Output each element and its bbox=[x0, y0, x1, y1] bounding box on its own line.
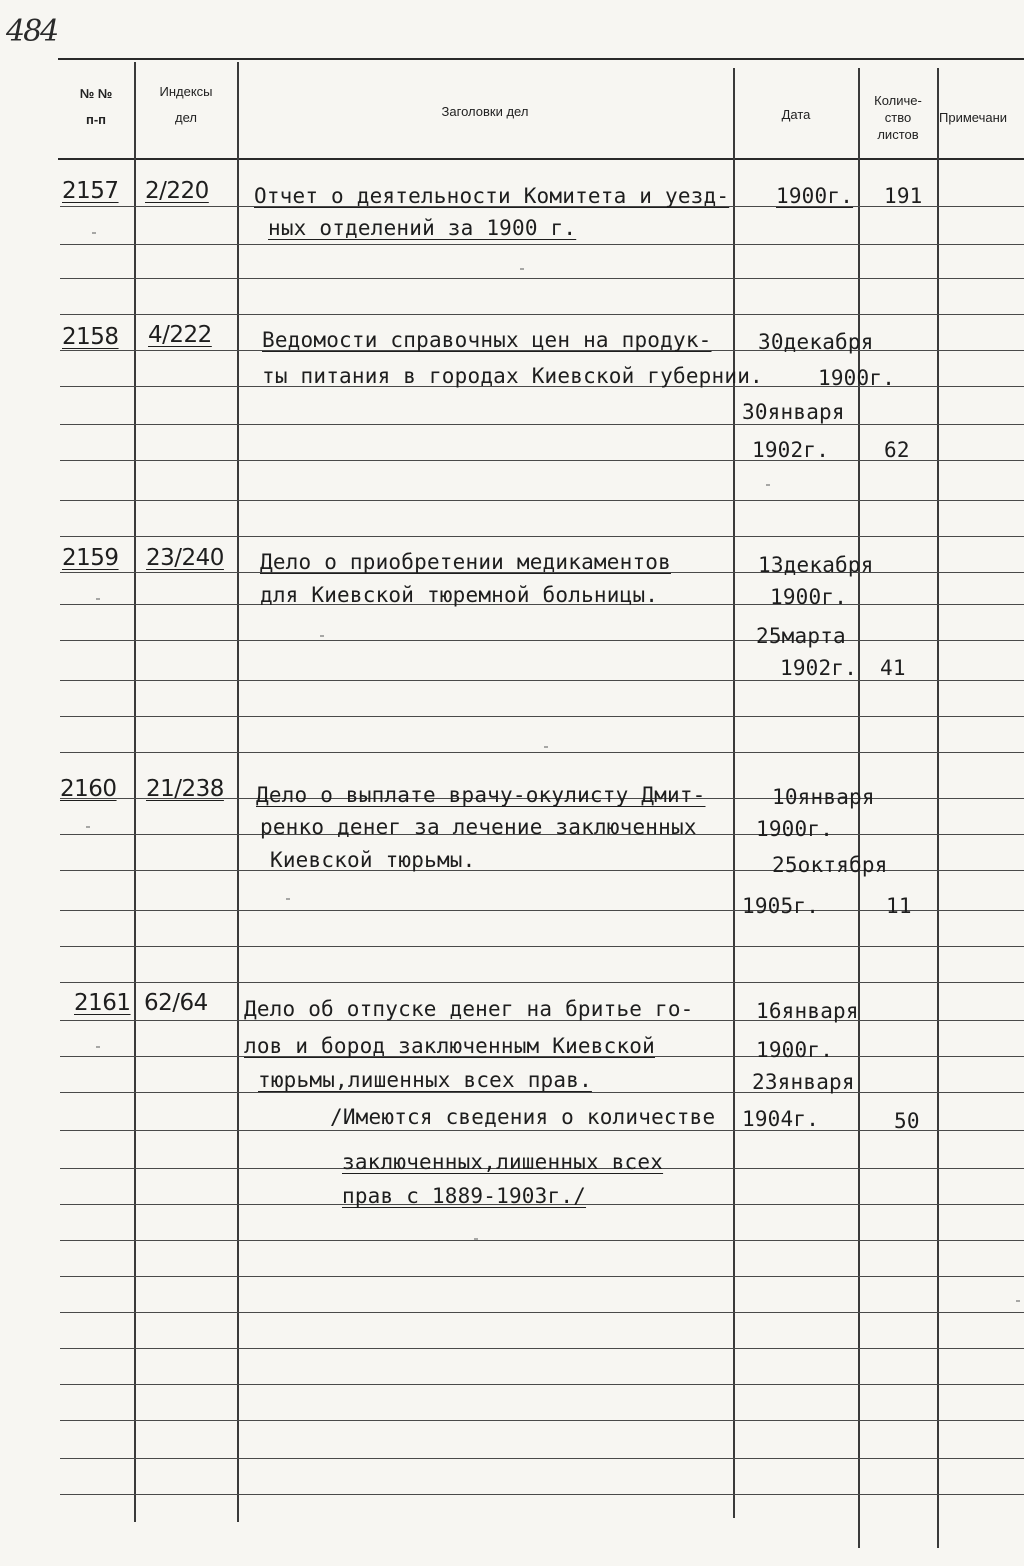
record-date-line: 16января bbox=[756, 999, 859, 1023]
scan-speck bbox=[86, 826, 90, 828]
record-title-line: ренко денег за лечение заключенных bbox=[260, 815, 697, 839]
ruled-line bbox=[60, 946, 1024, 947]
col-divider-title bbox=[733, 68, 735, 1518]
record-title-line: Дело о выплате врачу-окулисту Дмит- bbox=[256, 783, 706, 807]
ruled-line bbox=[60, 244, 1024, 245]
record-number: 2157 bbox=[62, 178, 119, 204]
record-note-line: заключенных,лишенных всех bbox=[342, 1150, 664, 1174]
record-date-line: 23января bbox=[752, 1070, 855, 1094]
page-number: 484 bbox=[6, 14, 58, 49]
record-title-line: Ведомости справочных цен на продук- bbox=[262, 328, 712, 352]
ruled-line bbox=[60, 1276, 1024, 1277]
ruled-line bbox=[60, 680, 1024, 681]
record-date-line: 1900г. bbox=[756, 1038, 834, 1062]
header-notes: Примечани bbox=[939, 110, 1008, 125]
record-sheet-count: 191 bbox=[884, 184, 923, 208]
scan-speck bbox=[766, 484, 770, 486]
record-date-line: 1900г. bbox=[818, 366, 896, 390]
record-title-line: лов и бород заключенным Киевской bbox=[244, 1034, 655, 1058]
record-date-line: 10января bbox=[772, 785, 875, 809]
scan-speck bbox=[1016, 1300, 1020, 1302]
record-date-line: 1900г. bbox=[756, 817, 834, 841]
scan-speck bbox=[96, 1046, 100, 1048]
ruled-line bbox=[60, 1348, 1024, 1349]
ruled-line bbox=[60, 536, 1024, 537]
scan-speck bbox=[544, 746, 548, 748]
header-index bbox=[138, 84, 234, 126]
ruled-line bbox=[60, 424, 1024, 425]
record-date-line: 13декабря bbox=[758, 553, 874, 577]
ruled-line bbox=[60, 1384, 1024, 1385]
record-number: 2158 bbox=[62, 324, 119, 350]
scan-speck bbox=[474, 1238, 478, 1240]
record-number: 2159 bbox=[62, 545, 119, 571]
record-title-line: для Киевской тюремной больницы. bbox=[260, 583, 659, 607]
header-index-sub: дел bbox=[175, 110, 197, 125]
col-divider-index bbox=[237, 62, 239, 1522]
ruled-line bbox=[60, 716, 1024, 717]
ruled-line bbox=[60, 1240, 1024, 1241]
header-date: Дата bbox=[781, 107, 811, 122]
record-title-line: Дело об отпуске денег на бритье го- bbox=[244, 997, 694, 1021]
ruled-line bbox=[60, 1420, 1024, 1421]
record-index: 21/238 bbox=[146, 776, 224, 802]
record-title-line: Киевской тюрьмы. bbox=[270, 848, 476, 872]
ruled-line bbox=[60, 500, 1024, 501]
record-note-line: /Имеются сведения о количестве bbox=[330, 1105, 716, 1129]
record-date-line: 1900г. bbox=[770, 585, 848, 609]
scan-speck bbox=[96, 598, 100, 600]
record-index: 23/240 bbox=[146, 545, 224, 571]
record-date-line: 1900г. bbox=[776, 184, 854, 208]
record-title-line: ты питания в городах Киевской губернии. bbox=[262, 364, 763, 388]
ruled-line bbox=[60, 1092, 1024, 1093]
record-sheet-count: 62 bbox=[884, 438, 910, 462]
record-date-line: 1904г. bbox=[742, 1107, 820, 1131]
header-top-rule bbox=[58, 58, 1024, 60]
scan-speck bbox=[320, 635, 324, 637]
ruled-line bbox=[60, 1312, 1024, 1313]
record-title-line: ных отделений за 1900 г. bbox=[268, 216, 577, 240]
record-number: 2161 bbox=[74, 990, 131, 1016]
record-index: 62/64 bbox=[144, 990, 208, 1016]
ruled-line bbox=[60, 1494, 1024, 1495]
header-titles: Заголовки дел bbox=[441, 104, 529, 119]
header-index-label: Индексы bbox=[159, 84, 213, 99]
record-note-line: прав с 1889-1903г./ bbox=[342, 1184, 587, 1208]
header-num bbox=[60, 86, 132, 128]
record-title-line: Дело о приобретении медикаментов bbox=[260, 550, 671, 574]
header-num-label: № № bbox=[79, 86, 113, 101]
ruled-line bbox=[60, 278, 1024, 279]
ruled-line bbox=[60, 460, 1024, 461]
ruled-line bbox=[60, 1130, 1024, 1131]
record-sheet-count: 41 bbox=[880, 656, 906, 680]
scan-speck bbox=[520, 268, 524, 270]
ruled-line bbox=[60, 1458, 1024, 1459]
col-divider-count bbox=[937, 68, 939, 1548]
record-date-line: 25октября bbox=[772, 853, 888, 877]
header-count: Количе- ство листов bbox=[874, 93, 922, 142]
ruled-line bbox=[60, 982, 1024, 983]
ruled-line bbox=[60, 314, 1024, 315]
scan-speck bbox=[92, 232, 96, 234]
ruled-line bbox=[60, 752, 1024, 753]
record-sheet-count: 11 bbox=[886, 894, 912, 918]
record-date-line: 30января bbox=[742, 400, 845, 424]
record-date-line: 25марта bbox=[756, 624, 846, 648]
header-bottom-rule bbox=[58, 158, 1024, 160]
record-number: 2160 bbox=[60, 776, 117, 802]
record-index: 2/220 bbox=[145, 178, 209, 204]
header-num-sub: п-п bbox=[85, 112, 107, 127]
record-date-line: 1902г. bbox=[752, 438, 830, 462]
record-date-line: 1905г. bbox=[742, 894, 820, 918]
record-index: 4/222 bbox=[148, 322, 212, 348]
record-title-line: тюрьмы,лишенных всех прав. bbox=[258, 1068, 592, 1092]
ruled-line bbox=[60, 910, 1024, 911]
ruled-line bbox=[60, 640, 1024, 641]
record-title-line: Отчет о деятельности Комитета и уезд- bbox=[254, 184, 730, 208]
scan-speck bbox=[286, 898, 290, 900]
col-divider-number bbox=[134, 62, 136, 1522]
record-date-line: 1902г. bbox=[780, 656, 858, 680]
record-sheet-count: 50 bbox=[894, 1109, 920, 1133]
record-date-line: 30декабря bbox=[758, 330, 874, 354]
